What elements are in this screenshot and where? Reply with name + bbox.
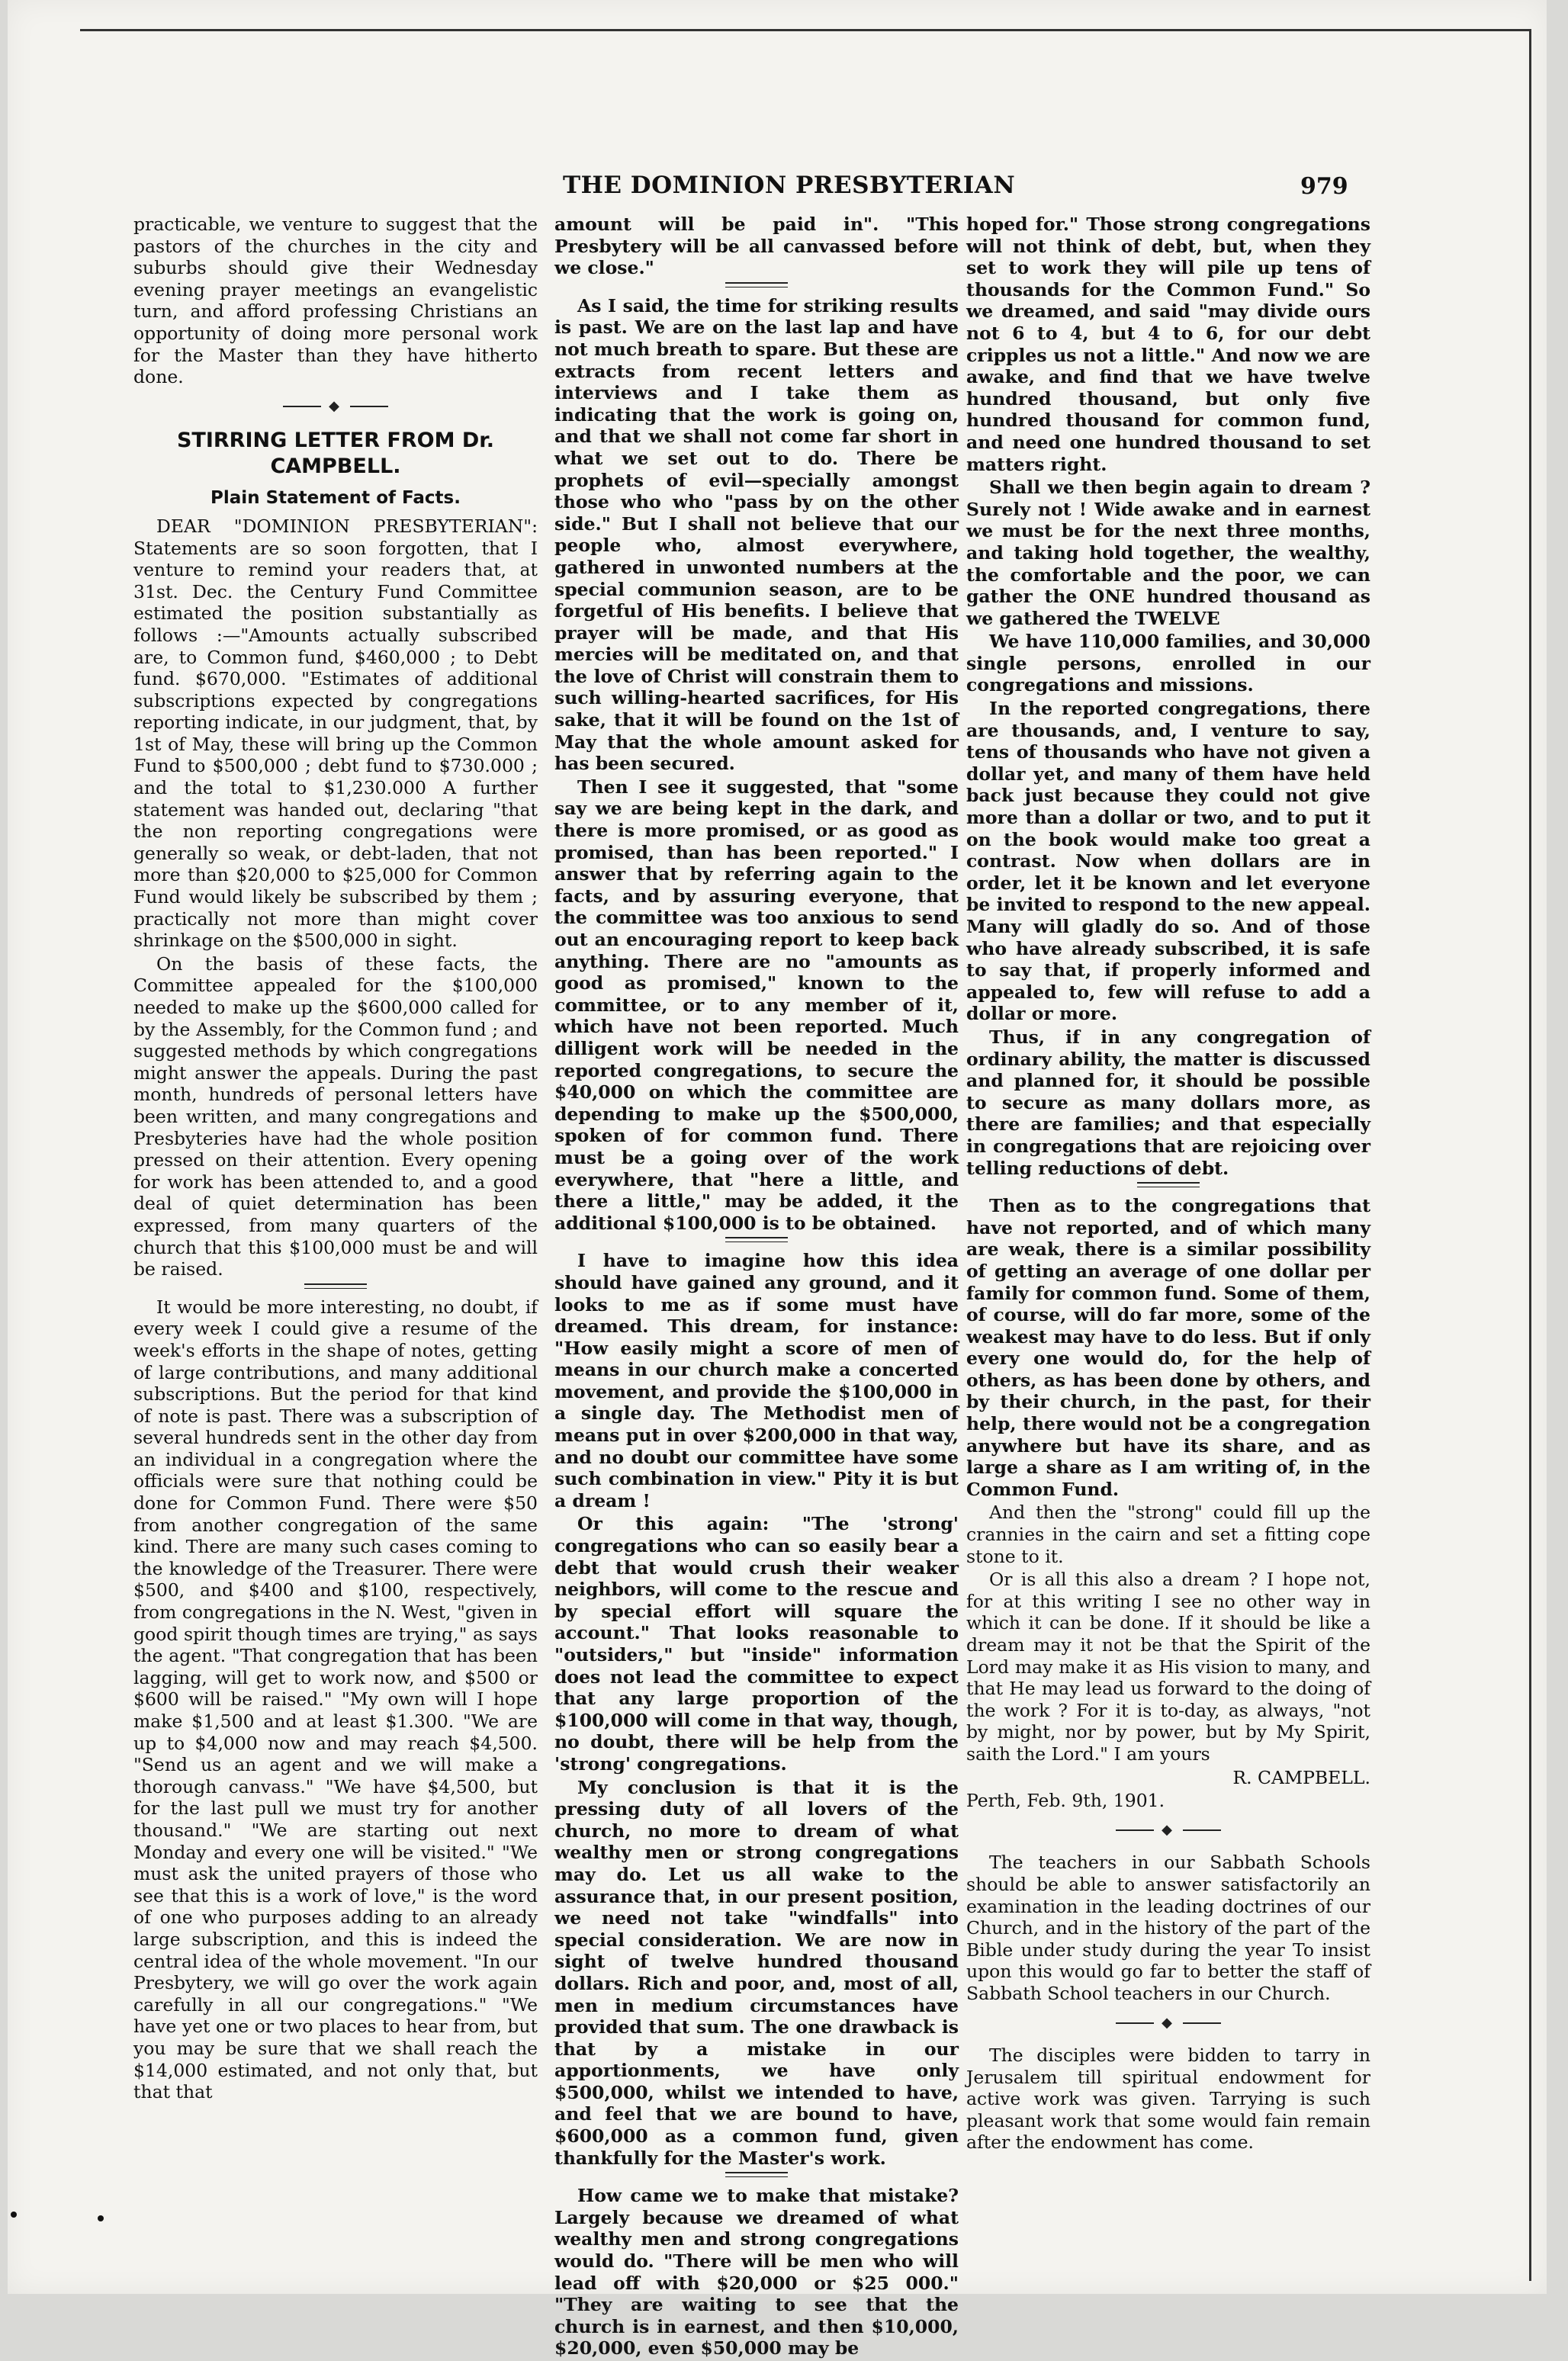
page-header xyxy=(122,172,1419,199)
article-paragraph: On the basis of these facts, the Committee appealed for the $100,000 needed to make up the $600,000 called for by the Assembly, for the Common fund ; and suggested methods by which congregations might answer the appeals. During the past month, hundreds of personal letters have been written, and many congregations and Presbyteries have had the whole position pressed on their attention. Every opening for work has been attended to, and a good deal of quiet determination has been expressed, from many quarters of the church that this $100,000 must be and will be raised. xyxy=(133,952,538,1280)
article-paragraph: Or this again: "The 'strong' congregations who can so easily bear a debt that would crush their weaker neighbors, will come to the rescue and by special effort will square the account." That looks reasonable to "outsiders," but "inside" information does not lead the committee to expect that any large proportion of the $100,000 will come in that way, though, no doubt, there will be help from the 'strong' congregations. xyxy=(554,1513,959,1775)
article-paragraph: Thus, if in any congregation of ordinary ability, the matter is discussed and planned for, it should be possible to secure as many dollars more, as there are families; and that especially in congregations that are rejoicing over telling reductions of debt. xyxy=(966,1026,1370,1179)
section-divider: ◆ xyxy=(966,1820,1370,1842)
article-paragraph: Or is all this also a dream ? I hope not, for at this writing I see no other way in which it can be done. If it should be like a dream may it not be that the Spirit of the Lord may make it as His vision to many, and that He may lead us forward to the doing of the work ? For it is to-day, as always, "not by might, nor by power, but by My Spirit, saith the Lord." I am yours xyxy=(966,1569,1370,1765)
edge-mark xyxy=(98,2215,104,2221)
newspaper-page xyxy=(8,0,1547,2359)
signature: R. CAMPBELL. xyxy=(1232,1766,1370,1788)
running-title: THE DOMINION PRESBYTERIAN xyxy=(563,172,1016,199)
article-paragraph: Shall we then begin again to dream ? Surely not ! Wide awake and in earnest we must be for the next three months, and taking hold together, the wealthy, the comfortable and the poor, we can gather the ONE hundred thousand as we gathered the TWELVE xyxy=(966,477,1370,629)
article-paragraph: Then I see it suggested, that "some say we are being kept in the dark, and there is more promised, or as good as promised, than has been reported." I answer that by referring again to the facts, and by assuring everyone, that the committee was too anxious to send out an encouraging report to keep back anything. There are no "amounts as good as promised," known to the committee, or to any member of it, which have not been reported. Much dilligent work will be needed in the reported congregations, to secure the $40,000 on which the committee are depending to make up the $500,000, spoken of for common fund. There must be a going over of the work everywhere, that "here a little, and there a little," may be added, it the additional $100,000 is to be obtained. xyxy=(554,776,959,1234)
page-number: 979 xyxy=(1300,173,1348,200)
article-headline xyxy=(133,428,538,480)
headline-line-1: STIRRING LETTER FROM Dr. xyxy=(176,429,495,453)
article-paragraph: In the reported congregations, there are thousands, and, I venture to say, tens of thousands who have not given a dollar yet, and many of them have held back just because they could not give more than a dollar or two, and to put it on the book would make too great a contrast. Now when dollars are in order, let it be known and let everyone be invited to respond to the new appeal. Many will gladly do so. And of those who have already subscribed, it is safe to say that, if properly informed and appealed to, few will refuse to add a dollar or more. xyxy=(966,698,1370,1025)
headline-line-2: CAMPBELL. xyxy=(270,455,401,479)
article-paragraph: The disciples were bidden to tarry in Jerusalem till spiritual endowment for active work was given. Tarrying is such pleasant work that some would fain remain after the endowment has come. xyxy=(966,2045,1370,2154)
article-paragraph: It would be more interesting, no doubt, if every week I could give a resume of the week's efforts in the shape of notes, getting of large contributions, and many additional subscriptions. But the period for that kind of note is past. There was a subscription of several hundreds sent in the other day from an individual in a congregation where the officials were sure that nothing could be done for Common Fund. There were $50 from another congregation of the same kind. There are many such cases coming to the knowledge of the Treasurer. There were $500, and $400 and $100, respectively, from congregations in the N. West, "given in good spirit though times are trying," as says the agent. "That congregation that has been lagging, will get to work now, and $500 or $600 will be raised." "My own will I hope make $1,500 and at least $1.300. "We are up to $4,000 now and may reach $4,500. "Send us an agent and we will make a thorough canvass." "We have $4,500, but for the last pull we must try for another thousand." "We are starting out next Monday and every one will be visited." "We must ask the united prayers of those who see that this is a work of love," is the word of one who purposes adding to an already large subscription, and this is indeed the central idea of the whole movement. "In our Presbytery, we will go over the work again carefully in all our congregations." "We have yet one or two places to hear from, but you may be sure that we shall reach the $14,000 estimated, and not only that, but that that xyxy=(133,1296,538,2103)
article-paragraph: As I said, the time for striking results is past. We are on the last lap and have not much breath to spare. But these are extracts from recent letters and interviews and I take them as indicating that the work is going on, and that we shall not come far short in what we set out to do. There be prophets of evil—specially amongst those who who "pass by on the other side." But I shall not believe that our people who, almost everywhere, gathered in unwonted numbers at the special communion season, are to be forgetful of His benefits. I believe that prayer will be made, and that His mercies will be meditated on, and that the love of Christ will constrain them to such willing-hearted sacrifices, for His sake, that it will be found on the 1st of May that the whole amount asked for has been secured. xyxy=(554,294,959,775)
article-paragraph: My conclusion is that it is the pressing duty of all lovers of the church, no more to dream of what wealthy men or strong congregations may do. Let us all wake to the assurance that, in our present position, we need not take "windfalls" into special consideration. We are now in sight of twelve hundred thousand dollars. Rich and poor, and, most of all, men in medium circumstances have provided that sum. The one drawback is that by a mistake in our apportionments, we have only $500,000, whilst we intended to have, and feel that we are bound to have, $600,000 as a common fund, given thankfully for the Master's work. xyxy=(554,1776,959,2169)
article-paragraph: amount will be paid in". "This Presbytery will be all canvassed before we close." xyxy=(554,214,959,279)
article-subhead: Plain Statement of Facts. xyxy=(210,488,461,509)
paragraph-rule xyxy=(725,1237,788,1242)
article-paragraph: DEAR "DOMINION PRESBYTERIAN": Statements are so soon forgotten, that I venture to remind your readers that, at 31st. Dec. the Century Fund Committee estimated the position substantially as follows :—"Amounts actually subscribed are, to Common fund, $460,000 ; to Debt fund. $670,000. "Estimates of additional subscriptions expected by congregations reporting indicate, in our judgment, that, by 1st of May, these will bring up the Common Fund to $500,000 ; debt fund to $730.000 ; and the total to $1,230.000 A further statement was handed out, declaring "that the non reporting congregations were generally so weak, or debt-laden, that not more than $20,000 to $25,000 for Common Fund would likely be subscribed by them ; practically not more than might cover shrinkage on the $500,000 in sight. xyxy=(133,515,538,952)
column-2 xyxy=(554,214,959,2361)
intro-paragraph: practicable, we venture to suggest that the pastors of the churches in the city and suburbs should give their Wednesday evening prayer meetings an evangelistic turn, and afford professing Christians an opportunity of doing more personal work for the Master than they have hitherto done. xyxy=(133,214,538,388)
article-paragraph: Then as to the congregations that have not reported, and of which many are weak, there is a similar possibility of getting an average of one dollar per family for common fund. Some of them, of course, will do far more, some of the weakest may have to do less. But if only every one would do, for the help of others, as has been done by others, and by their church, in the past, for their help, there would not be a congregation anywhere but have its share, and as large a share as I am writing of, in the Common Fund. xyxy=(966,1195,1370,1500)
section-divider: ◆ xyxy=(133,396,538,418)
column-3 xyxy=(966,214,1370,2155)
article-paragraph: The teachers in our Sabbath Schools should be able to answer satisfactorily an examination in the leading doctrines of our Church, and in the history of the part of the Bible under study during the year To insist upon this would go far to better the staff of Sabbath School teachers in our Church. xyxy=(966,1852,1370,2004)
paragraph-rule xyxy=(304,1283,367,1289)
article-paragraph: And then the "strong" could fill up the crannies in the cairn and set a fitting cope stone to it. xyxy=(966,1502,1370,1567)
edge-mark xyxy=(11,2212,17,2218)
column-1 xyxy=(133,214,538,2105)
section-divider: ◆ xyxy=(966,2012,1370,2035)
article-paragraph: How came we to make that mistake? Largely because we dreamed of what wealthy men and strong congregations would do. "There will be men who will lead off with $20,000 or $25 000." "They are waiting to see that the church is in earnest, and then $10,000, $20,000, even $50,000 may be xyxy=(554,2185,959,2359)
paragraph-rule xyxy=(725,2172,788,2177)
article-paragraph: We have 110,000 families, and 30,000 single persons, enrolled in our congregations and missions. xyxy=(966,631,1370,696)
paragraph-rule xyxy=(725,282,788,287)
paragraph-rule xyxy=(1137,1182,1200,1187)
dateline: Perth, Feb. 9th, 1901. xyxy=(966,1790,1165,1812)
article-paragraph: hoped for." Those strong congregations will not think of debt, but, when they set to work they will pile up tens of thousands for the Common Fund." So we dreamed, and said "may divide ours not 6 to 4, but 4 to 6, for our debt cripples us not a little." And now we are awake, and find that we have twelve hundred thousand, but only five hundred thousand for common fund, and need one hundred thousand to set matters right. xyxy=(966,214,1370,475)
article-paragraph: I have to imagine how this idea should have gained any ground, and it looks to me as if some must have dreamed. This dream, for instance: "How easily might a score of men of means in our church make a concerted movement, and provide the $100,000 in a single day. The Methodist men of means put in over $200,000 in that way, and no doubt our committee have some such combination in view." Pity it is but a dream ! xyxy=(554,1250,959,1511)
